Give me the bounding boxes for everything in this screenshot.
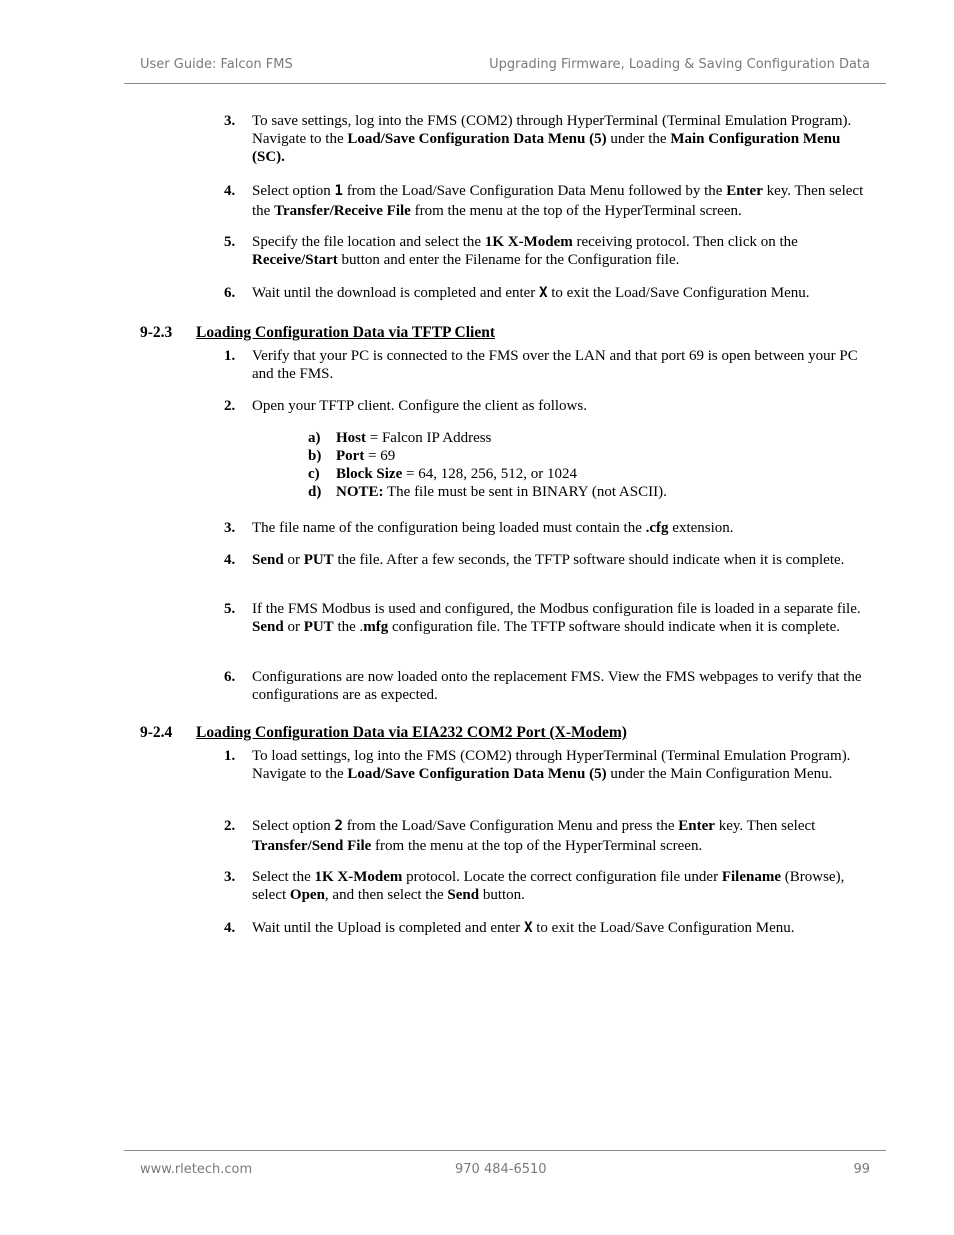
- header-guide-title: User Guide: Falcon FMS: [140, 57, 293, 72]
- tftp-sub-c: c) Block Size = 64, 128, 256, 512, or 1024: [308, 466, 577, 482]
- tftp-sub-a: a) Host = Falcon IP Address: [308, 430, 492, 446]
- save-step-4: 4. Select option 1 from the Load/Save Configuration Data Menu followed by the Enter key. Then select the Transfer/Receive File from the menu at the top of the HyperTerminal screen.: [224, 183, 864, 219]
- tftp-sub-d: d) NOTE: The file must be sent in BINARY (not ASCII).: [308, 484, 667, 500]
- footer-website: www.rletech.com: [140, 1162, 253, 1177]
- key-1: 1: [334, 183, 343, 199]
- page-header: [124, 57, 886, 84]
- footer-phone: 970 484-6510: [455, 1162, 547, 1177]
- page-footer: [124, 1150, 886, 1181]
- tftp-sub-b: b) Port = 69: [308, 448, 396, 464]
- xmodem-step-4: 4. Wait until the Upload is completed and enter X to exit the Load/Save Configuration Menu.: [224, 920, 795, 936]
- header-chapter-title: Upgrading Firmware, Loading & Saving Configuration Data: [489, 57, 870, 72]
- tftp-step-4: 4. Send or PUT the file. After a few seconds, the TFTP software should indicate when it is complete.: [224, 552, 845, 568]
- tftp-step-3: 3. The file name of the configuration being loaded must contain the .cfg extension.: [224, 520, 734, 536]
- key-x: X: [524, 920, 533, 936]
- xmodem-step-2: 2. Select option 2 from the Load/Save Configuration Menu and press the Enter key. Then select Transfer/Send File from the menu at the top of the HyperTerminal screen.: [224, 818, 816, 854]
- tftp-step-5: 5. If the FMS Modbus is used and configured, the Modbus configuration file is loaded in a separate file. Send or PUT the .mfg configuration file. The TFTP software should indicate when it is complete.: [224, 601, 861, 635]
- xmodem-step-1: 1. To load settings, log into the FMS (COM2) through HyperTerminal (Terminal Emulation Program). Navigate to the Load/Save Configuration Data Menu (5) under the Main Configuration Menu.: [224, 748, 851, 782]
- key-2: 2: [334, 818, 343, 834]
- section-heading-9-2-3: 9-2.3 Loading Configuration Data via TFTP Client: [140, 324, 495, 341]
- save-step-5: 5. Specify the file location and select the 1K X-Modem receiving protocol. Then click on the Receive/Start button and enter the Filename for the Configuration file.: [224, 234, 798, 268]
- save-step-6: 6. Wait until the download is completed and enter X to exit the Load/Save Configuration Menu.: [224, 285, 810, 301]
- key-x: X: [539, 285, 548, 301]
- tftp-step-1: 1. Verify that your PC is connected to the FMS over the LAN and that port 69 is open between your PC and the FMS.: [224, 348, 858, 382]
- page-number: 99: [853, 1162, 870, 1177]
- tftp-step-2: 2. Open your TFTP client. Configure the client as follows.: [224, 398, 587, 414]
- section-heading-9-2-4: 9-2.4 Loading Configuration Data via EIA232 COM2 Port (X-Modem): [140, 724, 627, 741]
- save-step-3: 3. To save settings, log into the FMS (COM2) through HyperTerminal (Terminal Emulation Program). Navigate to the Load/Save Configuration Data Menu (5) under the Main Configuration Menu (SC).: [224, 113, 852, 165]
- xmodem-step-3: 3. Select the 1K X-Modem protocol. Locate the correct configuration file under Filename (Browse), select Open, and then select the Send button.: [224, 869, 845, 903]
- tftp-step-6: 6. Configurations are now loaded onto the replacement FMS. View the FMS webpages to verify that the configurations are as expected.: [224, 669, 862, 703]
